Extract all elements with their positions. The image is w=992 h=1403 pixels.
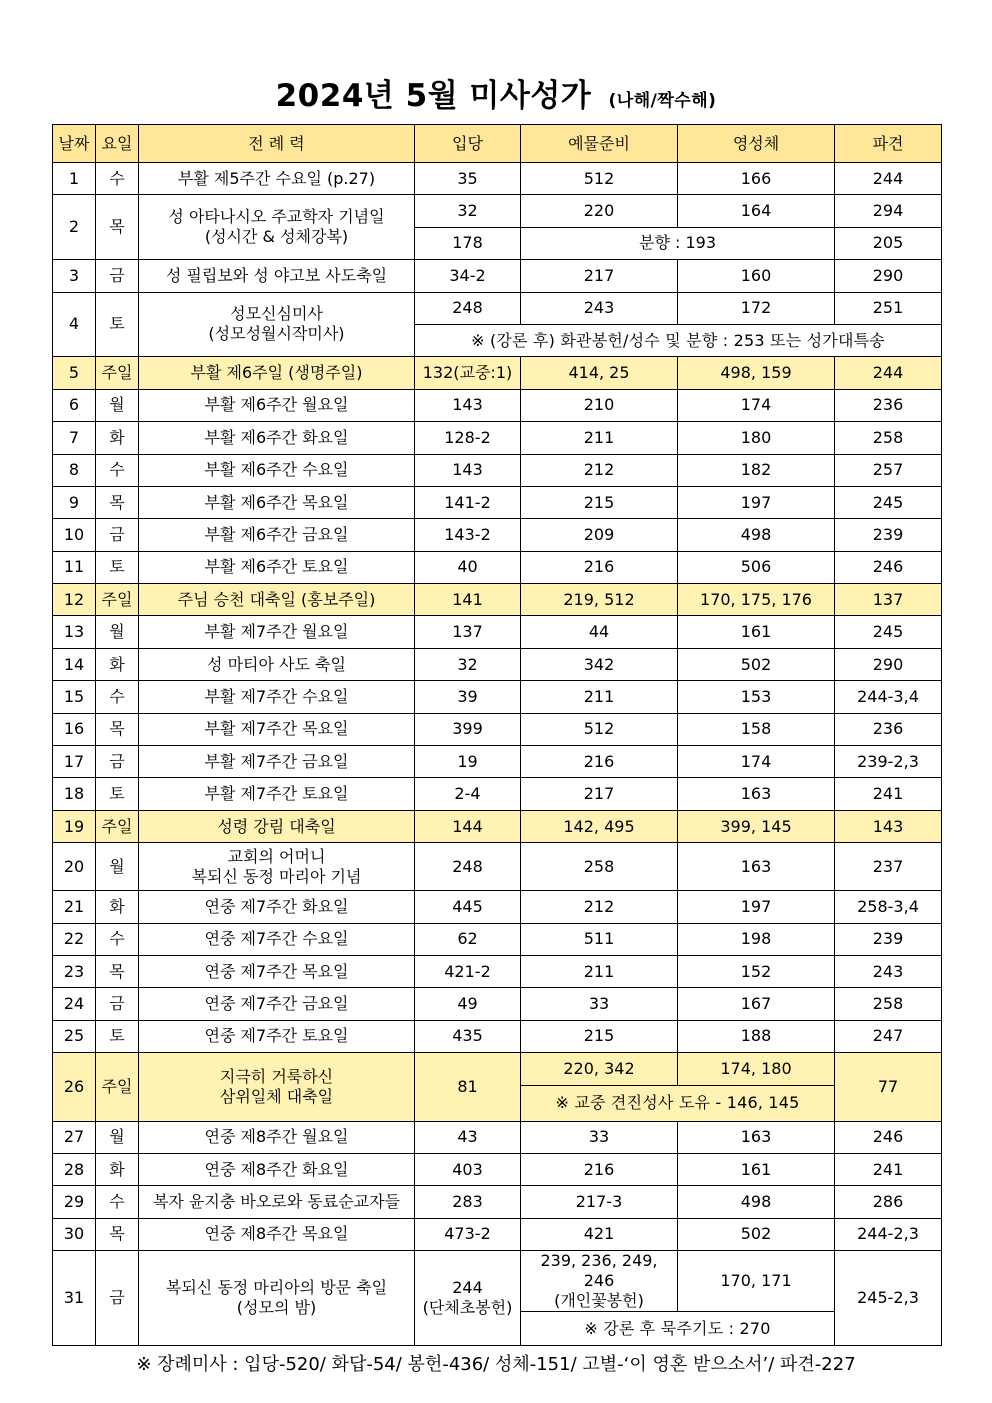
header-date: 날짜 <box>53 125 96 163</box>
weekday-cell: 목 <box>96 486 139 518</box>
offertory-cell: 211 <box>521 955 678 987</box>
offertory-cell: 142, 495 <box>521 810 678 842</box>
header-dismissal: 파견 <box>835 125 942 163</box>
feast-cell: 연중 제7주간 목요일 <box>139 955 415 987</box>
entrance-cell: 137 <box>415 616 521 648</box>
dismissal-cell: 244 <box>835 163 942 195</box>
entrance-cell: 144 <box>415 810 521 842</box>
table-row <box>53 1186 942 1218</box>
communion-cell: 166 <box>678 163 835 195</box>
weekday-cell: 목 <box>96 1218 139 1250</box>
table-row <box>53 486 942 518</box>
offertory-cell: 219, 512 <box>521 584 678 616</box>
weekday-cell: 월 <box>96 389 139 421</box>
offertory-cell: 217 <box>521 260 678 292</box>
dismissal-cell: 243 <box>835 955 942 987</box>
feast-cell: 연중 제8주간 목요일 <box>139 1218 415 1250</box>
weekday-cell: 금 <box>96 988 139 1020</box>
dismissal-cell: 245 <box>835 486 942 518</box>
date-cell: 30 <box>53 1218 96 1250</box>
header-offertory: 예물준비 <box>521 125 678 163</box>
table-row <box>53 1020 942 1052</box>
feast-cell: 부활 제6주간 목요일 <box>139 486 415 518</box>
dismissal-cell: 236 <box>835 389 942 421</box>
feast-cell: 연중 제7주간 토요일 <box>139 1020 415 1052</box>
date-cell: 6 <box>53 389 96 421</box>
dismissal-cell: 290 <box>835 260 942 292</box>
feast-cell: 부활 제7주간 토요일 <box>139 778 415 810</box>
table-row <box>53 778 942 810</box>
date-cell: 31 <box>53 1251 96 1346</box>
table-row <box>53 616 942 648</box>
date-cell: 27 <box>53 1121 96 1153</box>
date-cell: 5 <box>53 357 96 389</box>
dismissal-cell: 237 <box>835 843 942 891</box>
weekday-cell: 수 <box>96 923 139 955</box>
dismissal-cell: 286 <box>835 1186 942 1218</box>
entrance-cell: 178 <box>415 227 521 259</box>
offertory-cell: 220, 342 <box>521 1053 678 1085</box>
offertory-cell: 211 <box>521 422 678 454</box>
table-row <box>53 584 942 616</box>
offertory-cell: 216 <box>521 746 678 778</box>
header-row <box>53 125 942 163</box>
weekday-cell: 주일 <box>96 357 139 389</box>
entrance-cell: 40 <box>415 551 521 583</box>
table-row <box>53 810 942 842</box>
date-cell: 20 <box>53 843 96 891</box>
table-row <box>53 713 942 745</box>
communion-cell: 502 <box>678 1218 835 1250</box>
dismissal-cell: 251 <box>835 292 942 324</box>
date-cell: 9 <box>53 486 96 518</box>
feast-cell: 복자 윤지충 바오로와 동료순교자들 <box>139 1186 415 1218</box>
weekday-cell: 토 <box>96 292 139 357</box>
funeral-mass-note: ※ 장례미사 : 입당-520/ 화답-54/ 봉헌-436/ 성체-151/ 고별-‘이 영혼 받으소서’/ 파견-227 <box>136 1354 856 1375</box>
dismissal-cell: 241 <box>835 778 942 810</box>
entrance-cell: 143 <box>415 454 521 486</box>
offertory-cell: 217-3 <box>521 1186 678 1218</box>
feast-cell: 연중 제7주간 수요일 <box>139 923 415 955</box>
entrance-cell: 81 <box>415 1053 521 1121</box>
weekday-cell: 수 <box>96 681 139 713</box>
table-row <box>53 422 942 454</box>
table-row <box>53 551 942 583</box>
feast-cell: 부활 제6주간 금요일 <box>139 519 415 551</box>
date-cell: 22 <box>53 923 96 955</box>
entrance-cell: 283 <box>415 1186 521 1218</box>
feast-cell: 부활 제6주간 월요일 <box>139 389 415 421</box>
entrance-cell: 2-4 <box>415 778 521 810</box>
table-row <box>53 519 942 551</box>
communion-cell: 163 <box>678 843 835 891</box>
feast-cell: 연중 제7주간 금요일 <box>139 988 415 1020</box>
table-row <box>53 454 942 486</box>
date-cell: 26 <box>53 1053 96 1121</box>
dismissal-cell: 258-3,4 <box>835 891 942 923</box>
date-cell: 25 <box>53 1020 96 1052</box>
date-cell: 14 <box>53 648 96 680</box>
weekday-cell: 월 <box>96 843 139 891</box>
dismissal-cell: 246 <box>835 551 942 583</box>
entrance-cell: 19 <box>415 746 521 778</box>
table-row <box>53 292 942 324</box>
offertory-cell: 216 <box>521 551 678 583</box>
communion-cell: 164 <box>678 195 835 227</box>
communion-cell: 174 <box>678 746 835 778</box>
offertory-cell: 215 <box>521 486 678 518</box>
offertory-cell: 239, 236, 249, 246 (개인꽃봉헌) <box>521 1251 678 1312</box>
communion-cell: 399, 145 <box>678 810 835 842</box>
table-row <box>53 955 942 987</box>
offertory-cell: 217 <box>521 778 678 810</box>
header-feast: 전 례 력 <box>139 125 415 163</box>
entrance-cell: 143 <box>415 389 521 421</box>
dismissal-cell: 77 <box>835 1053 942 1121</box>
feast-cell: 부활 제7주간 목요일 <box>139 713 415 745</box>
offertory-cell: 243 <box>521 292 678 324</box>
date-cell: 18 <box>53 778 96 810</box>
communion-cell: 506 <box>678 551 835 583</box>
page-title <box>0 70 992 115</box>
weekday-cell: 월 <box>96 1121 139 1153</box>
offertory-cell: 212 <box>521 891 678 923</box>
date-cell: 1 <box>53 163 96 195</box>
communion-cell: 158 <box>678 713 835 745</box>
feast-cell: 부활 제6주간 토요일 <box>139 551 415 583</box>
offertory-cell: 511 <box>521 923 678 955</box>
offertory-cell: 216 <box>521 1153 678 1185</box>
feast-cell: 성 필립보와 성 야고보 사도축일 <box>139 260 415 292</box>
dismissal-cell: 245-2,3 <box>835 1251 942 1346</box>
dismissal-cell: 143 <box>835 810 942 842</box>
row-note-cell: ※ (강론 후) 화관봉헌/성수 및 분향 : 253 또는 성가대특송 <box>415 324 942 356</box>
dismissal-cell: 239 <box>835 923 942 955</box>
communion-cell: 167 <box>678 988 835 1020</box>
offertory-cell: 44 <box>521 616 678 648</box>
weekday-cell: 주일 <box>96 1053 139 1121</box>
weekday-cell: 금 <box>96 260 139 292</box>
communion-cell: 170, 175, 176 <box>678 584 835 616</box>
weekday-cell: 토 <box>96 551 139 583</box>
feast-cell: 부활 제7주간 수요일 <box>139 681 415 713</box>
weekday-cell: 월 <box>96 616 139 648</box>
date-cell: 2 <box>53 195 96 260</box>
communion-cell: 180 <box>678 422 835 454</box>
offertory-cell: 512 <box>521 163 678 195</box>
weekday-cell: 화 <box>96 648 139 680</box>
date-cell: 15 <box>53 681 96 713</box>
weekday-cell: 수 <box>96 454 139 486</box>
offertory-cell: 512 <box>521 713 678 745</box>
offertory-cell: 211 <box>521 681 678 713</box>
feast-cell: 지극히 거룩하신 삼위일체 대축일 <box>139 1053 415 1121</box>
communion-cell: 160 <box>678 260 835 292</box>
feast-cell: 주님 승천 대축일 (홍보주일) <box>139 584 415 616</box>
date-cell: 7 <box>53 422 96 454</box>
entrance-cell: 32 <box>415 195 521 227</box>
feast-cell: 부활 제6주간 화요일 <box>139 422 415 454</box>
dismissal-cell: 137 <box>835 584 942 616</box>
date-cell: 10 <box>53 519 96 551</box>
date-cell: 11 <box>53 551 96 583</box>
feast-cell: 부활 제7주간 월요일 <box>139 616 415 648</box>
header-day: 요일 <box>96 125 139 163</box>
feast-cell: 복되신 동정 마리아의 방문 축일 (성모의 밤) <box>139 1251 415 1346</box>
weekday-cell: 화 <box>96 1153 139 1185</box>
table-row <box>53 357 942 389</box>
offertory-cell: 258 <box>521 843 678 891</box>
communion-cell: 174, 180 <box>678 1053 835 1085</box>
date-cell: 12 <box>53 584 96 616</box>
table-row <box>53 988 942 1020</box>
communion-cell: 170, 171 <box>678 1251 835 1312</box>
entrance-cell: 43 <box>415 1121 521 1153</box>
communion-cell: 153 <box>678 681 835 713</box>
entrance-cell: 141-2 <box>415 486 521 518</box>
row-note-cell: ※ 강론 후 묵주기도 : 270 <box>521 1312 835 1346</box>
entrance-cell: 445 <box>415 891 521 923</box>
weekday-cell: 주일 <box>96 584 139 616</box>
entrance-cell: 128-2 <box>415 422 521 454</box>
dismissal-cell: 245 <box>835 616 942 648</box>
date-cell: 21 <box>53 891 96 923</box>
dismissal-cell: 246 <box>835 1121 942 1153</box>
date-cell: 24 <box>53 988 96 1020</box>
feast-cell: 부활 제6주일 (생명주일) <box>139 357 415 389</box>
communion-cell: 161 <box>678 1153 835 1185</box>
table-row <box>53 260 942 292</box>
feast-cell: 부활 제5주간 수요일 (p.27) <box>139 163 415 195</box>
communion-cell: 161 <box>678 616 835 648</box>
dismissal-cell: 247 <box>835 1020 942 1052</box>
feast-cell: 교회의 어머니 복되신 동정 마리아 기념 <box>139 843 415 891</box>
weekday-cell: 금 <box>96 1251 139 1346</box>
weekday-cell: 수 <box>96 1186 139 1218</box>
dismissal-cell: 290 <box>835 648 942 680</box>
feast-cell: 연중 제7주간 화요일 <box>139 891 415 923</box>
feast-cell: 연중 제8주간 화요일 <box>139 1153 415 1185</box>
dismissal-cell: 239 <box>835 519 942 551</box>
feast-cell: 연중 제8주간 월요일 <box>139 1121 415 1153</box>
weekday-cell: 목 <box>96 195 139 260</box>
entrance-cell: 62 <box>415 923 521 955</box>
title-main: 2024년 5월 미사성가 <box>275 78 592 114</box>
feast-cell: 부활 제7주간 금요일 <box>139 746 415 778</box>
entrance-cell: 141 <box>415 584 521 616</box>
entrance-cell: 403 <box>415 1153 521 1185</box>
date-cell: 19 <box>53 810 96 842</box>
communion-cell: 152 <box>678 955 835 987</box>
dismissal-cell: 258 <box>835 988 942 1020</box>
date-cell: 17 <box>53 746 96 778</box>
entrance-cell: 32 <box>415 648 521 680</box>
offertory-cell: 220 <box>521 195 678 227</box>
weekday-cell: 목 <box>96 713 139 745</box>
feast-cell: 성 마티아 사도 축일 <box>139 648 415 680</box>
table-row <box>53 195 942 227</box>
entrance-cell: 143-2 <box>415 519 521 551</box>
communion-cell: 198 <box>678 923 835 955</box>
offertory-cell: 212 <box>521 454 678 486</box>
date-cell: 13 <box>53 616 96 648</box>
communion-cell: 197 <box>678 891 835 923</box>
offertory-cell: 33 <box>521 1121 678 1153</box>
weekday-cell: 화 <box>96 422 139 454</box>
weekday-cell: 화 <box>96 891 139 923</box>
table-row <box>53 891 942 923</box>
entrance-cell: 35 <box>415 163 521 195</box>
table-row <box>53 843 942 891</box>
dismissal-cell: 236 <box>835 713 942 745</box>
entrance-cell: 39 <box>415 681 521 713</box>
offertory-cell: 33 <box>521 988 678 1020</box>
communion-cell: 174 <box>678 389 835 421</box>
dismissal-cell: 241 <box>835 1153 942 1185</box>
table-row <box>53 648 942 680</box>
communion-cell: 188 <box>678 1020 835 1052</box>
date-cell: 29 <box>53 1186 96 1218</box>
dismissal-cell: 239-2,3 <box>835 746 942 778</box>
communion-cell: 498 <box>678 1186 835 1218</box>
dismissal-cell: 294 <box>835 195 942 227</box>
date-cell: 23 <box>53 955 96 987</box>
entrance-cell: 244 (단체초봉헌) <box>415 1251 521 1346</box>
table-row <box>53 681 942 713</box>
dismissal-cell: 257 <box>835 454 942 486</box>
table-row <box>53 1053 942 1085</box>
date-cell: 8 <box>53 454 96 486</box>
communion-cell: 163 <box>678 1121 835 1153</box>
entrance-cell: 34-2 <box>415 260 521 292</box>
dismissal-cell: 205 <box>835 227 942 259</box>
table-row <box>53 1121 942 1153</box>
entrance-cell: 248 <box>415 292 521 324</box>
offertory-cell: 209 <box>521 519 678 551</box>
table-row <box>53 389 942 421</box>
offertory-cell: 210 <box>521 389 678 421</box>
date-cell: 4 <box>53 292 96 357</box>
weekday-cell: 목 <box>96 955 139 987</box>
communion-cell: 163 <box>678 778 835 810</box>
entrance-cell: 248 <box>415 843 521 891</box>
weekday-cell: 주일 <box>96 810 139 842</box>
header-communion: 영성체 <box>678 125 835 163</box>
entrance-cell: 435 <box>415 1020 521 1052</box>
weekday-cell: 금 <box>96 519 139 551</box>
feast-cell: 성 아타나시오 주교학자 기념일 (성시간 & 성체강복) <box>139 195 415 260</box>
weekday-cell: 수 <box>96 163 139 195</box>
table-row <box>53 1218 942 1250</box>
communion-cell: 197 <box>678 486 835 518</box>
date-cell: 16 <box>53 713 96 745</box>
title-sub: (나해/짝수해) <box>608 91 717 111</box>
table-row <box>53 163 942 195</box>
feast-cell: 부활 제6주간 수요일 <box>139 454 415 486</box>
weekday-cell: 토 <box>96 778 139 810</box>
communion-cell: 502 <box>678 648 835 680</box>
weekday-cell: 금 <box>96 746 139 778</box>
feast-cell: 성령 강림 대축일 <box>139 810 415 842</box>
offertory-cell: 215 <box>521 1020 678 1052</box>
incense-note-cell: 분향 : 193 <box>521 227 835 259</box>
date-cell: 28 <box>53 1153 96 1185</box>
row-note-cell: ※ 교중 견진성사 도유 - 146, 145 <box>521 1085 835 1121</box>
dismissal-cell: 244-3,4 <box>835 681 942 713</box>
table-row <box>53 1251 942 1312</box>
table-row <box>53 1153 942 1185</box>
entrance-cell: 421-2 <box>415 955 521 987</box>
communion-cell: 498 <box>678 519 835 551</box>
communion-cell: 172 <box>678 292 835 324</box>
table-row <box>53 746 942 778</box>
entrance-cell: 399 <box>415 713 521 745</box>
table-body <box>53 163 942 1346</box>
communion-cell: 498, 159 <box>678 357 835 389</box>
date-cell: 3 <box>53 260 96 292</box>
feast-cell: 성모신심미사 (성모성월시작미사) <box>139 292 415 357</box>
entrance-cell: 49 <box>415 988 521 1020</box>
header-entrance: 입당 <box>415 125 521 163</box>
dismissal-cell: 244 <box>835 357 942 389</box>
mass-song-table <box>52 124 942 1346</box>
communion-cell: 182 <box>678 454 835 486</box>
dismissal-cell: 258 <box>835 422 942 454</box>
weekday-cell: 토 <box>96 1020 139 1052</box>
offertory-cell: 342 <box>521 648 678 680</box>
dismissal-cell: 244-2,3 <box>835 1218 942 1250</box>
offertory-cell: 421 <box>521 1218 678 1250</box>
offertory-cell: 414, 25 <box>521 357 678 389</box>
table-row <box>53 923 942 955</box>
entrance-cell: 132(교중:1) <box>415 357 521 389</box>
entrance-cell: 473-2 <box>415 1218 521 1250</box>
